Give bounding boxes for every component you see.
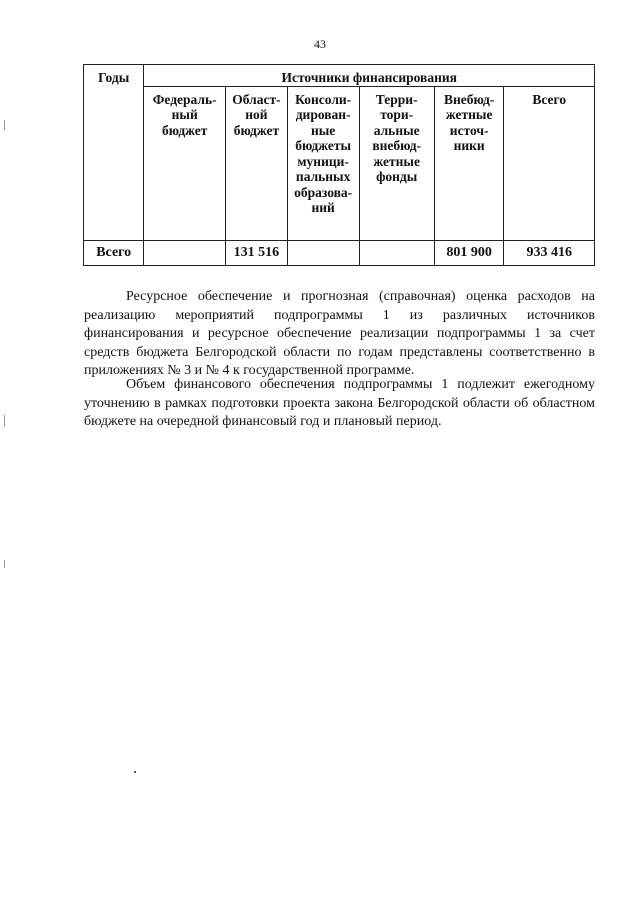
cell-federal (144, 240, 226, 265)
paragraph-financing-volume: Объем финансового обеспечения подпрограммы 1 подлежит ежегодному уточнению в рамках подготовки проекта закона Белгородской области об областном бюджете на очередной финансовый год и плановый период. (84, 377, 595, 429)
column-header-municipal: Консоли- дирован- ные бюджеты муници- пальных образова- ний (287, 86, 359, 240)
column-header-regional: Област- ной бюджет (226, 86, 288, 240)
column-header-territorial-funds: Терри- тори- альные внебюд- жетные фонды (359, 86, 434, 240)
header-sources: Источники финансирования (144, 65, 595, 87)
financing-table (83, 64, 595, 266)
table-subheader-row (84, 86, 595, 240)
column-header-extrabudgetary: Внебюд- жетные источ- ники (434, 86, 504, 240)
cell-total: 933 416 (504, 240, 595, 265)
cell-extrabudgetary: 801 900 (434, 240, 504, 265)
margin-scan-mark (4, 120, 5, 130)
column-header-federal: Федераль- ный бюджет (144, 86, 226, 240)
row-label-total: Всего (84, 240, 144, 265)
page-number: 43 (314, 37, 326, 51)
table-row-total (84, 240, 595, 265)
margin-scan-mark (4, 415, 5, 427)
header-years: Годы (84, 65, 144, 241)
scan-speck (134, 771, 136, 773)
table-header-row (84, 65, 595, 87)
column-header-total: Всего (504, 86, 595, 240)
cell-municipal (287, 240, 359, 265)
margin-scan-mark (4, 560, 5, 568)
paragraph-resource-provision: Ресурсное обеспечение и прогнозная (справочная) оценка расходов на реализацию мероприятий подпрограммы 1 из различных источников финансирования и ресурсное обеспечение реализации подпрограммы 1 за счет средств бюджета Белгородской области по годам представлены соответственно в приложениях № 3 и № 4 к государственной программе. (84, 289, 595, 378)
cell-territorial (359, 240, 434, 265)
cell-regional: 131 516 (226, 240, 288, 265)
